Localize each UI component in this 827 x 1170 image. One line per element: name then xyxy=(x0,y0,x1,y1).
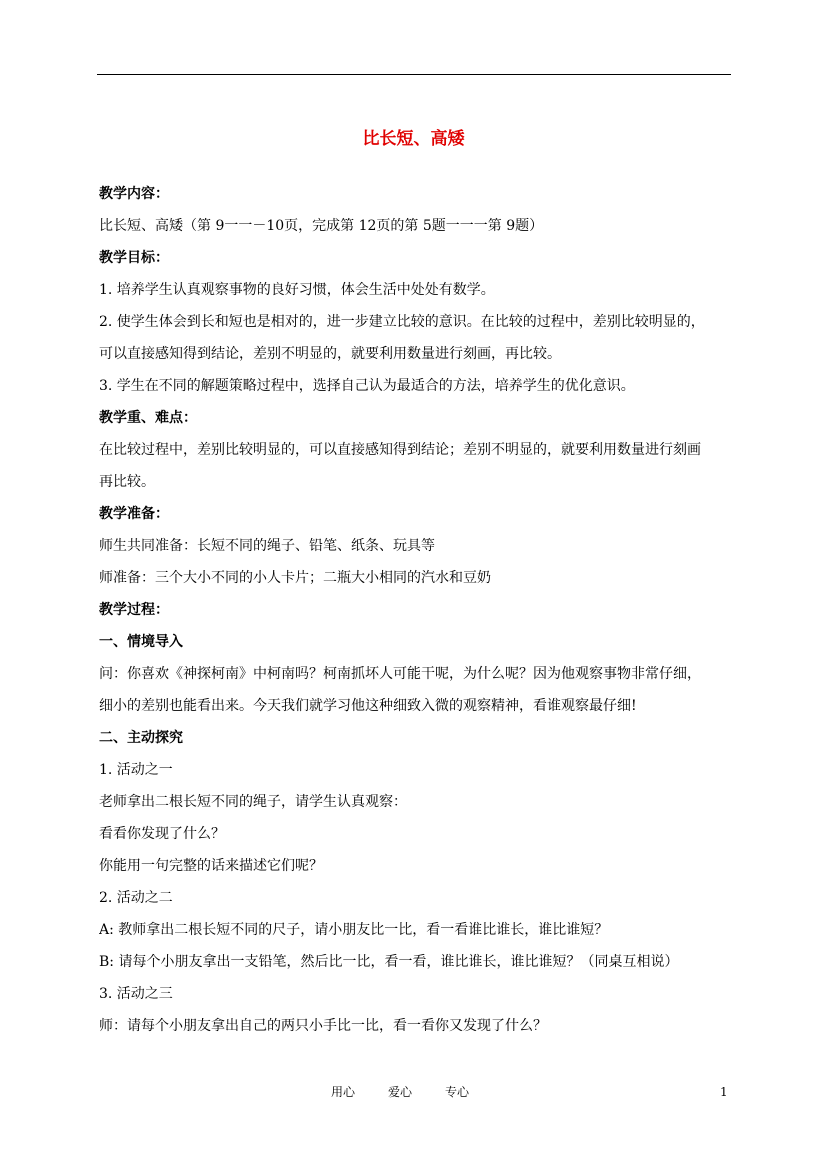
text-line: B: 请每个小朋友拿出一支铅笔，然后比一比，看一看，谁比谁长，谁比谁短？（同桌互相说） xyxy=(99,954,679,970)
text-line: 细小的差别也能看出来。今天我们就学习他这种细致入微的观察精神，看谁观察最仔细! xyxy=(99,698,637,714)
header-rule xyxy=(97,74,731,75)
text-line: 1. 活动之一 xyxy=(99,762,173,778)
text-line: 1. 培养学生认真观察事物的良好习惯，体会生活中处处有数学。 xyxy=(99,282,495,298)
text-line: 师准备：三个大小不同的小人卡片；二瓶大小相同的汽水和豆奶 xyxy=(99,570,491,586)
footer-slogan-word: 用心 xyxy=(331,1085,356,1099)
document-title: 比长短、高矮 xyxy=(362,129,465,149)
text-line: 你能用一句完整的话来描述它们呢？ xyxy=(99,858,323,874)
section-heading: 教学内容： xyxy=(99,186,169,202)
text-line: 在比较过程中，差别比较明显的，可以直接感知得到结论；差别不明显的，就要利用数量进行刻画 xyxy=(99,442,701,458)
text-line: 2. 活动之二 xyxy=(99,890,173,906)
page-footer xyxy=(0,1082,827,1102)
text-line: 看看你发现了什么？ xyxy=(99,826,225,842)
section-heading: 教学目标： xyxy=(99,250,169,266)
text-line: 比长短、高矮（第 9一一－10页，完成第 12页的第 5题一一一第 9题） xyxy=(99,218,544,234)
footer-slogan-word: 爱心 xyxy=(388,1085,413,1099)
text-line: 3. 学生在不同的解题策略过程中，选择自己认为最适合的方法，培养学生的优化意识。 xyxy=(99,378,635,394)
section-heading: 教学过程： xyxy=(99,602,169,618)
section-heading: 教学重、难点： xyxy=(99,410,197,426)
text-line: 问：你喜欢《神探柯南》中柯南吗？柯南抓坏人可能干呢，为什么呢？因为他观察事物非常仔细， xyxy=(99,666,701,682)
footer-slogan-word: 专心 xyxy=(445,1085,470,1099)
text-line: 2. 使学生体会到长和短也是相对的，进一步建立比较的意识。在比较的过程中，差别比较明显的， xyxy=(99,314,705,330)
text-line: A: 教师拿出二根长短不同的尺子，请小朋友比一比，看一看谁比谁长，谁比谁短？ xyxy=(99,922,609,938)
text-line: 老师拿出二根长短不同的绳子，请学生认真观察： xyxy=(99,794,407,810)
footer-slogan xyxy=(331,1082,502,1102)
text-line: 可以直接感知得到结论，差别不明显的，就要利用数量进行刻画，再比较。 xyxy=(99,346,561,362)
section-heading: 二、主动探究 xyxy=(99,730,183,746)
text-line: 再比较。 xyxy=(99,474,155,490)
document-body xyxy=(99,178,729,1042)
section-heading: 一、情境导入 xyxy=(99,634,183,650)
section-heading: 教学准备： xyxy=(99,506,169,522)
text-line: 师生共同准备：长短不同的绳子、铅笔、纸条、玩具等 xyxy=(99,538,435,554)
page-number: 1 xyxy=(720,1085,728,1099)
text-line: 师：请每个小朋友拿出自己的两只小手比一比，看一看你又发现了什么？ xyxy=(99,1018,547,1034)
text-line: 3. 活动之三 xyxy=(99,986,173,1002)
